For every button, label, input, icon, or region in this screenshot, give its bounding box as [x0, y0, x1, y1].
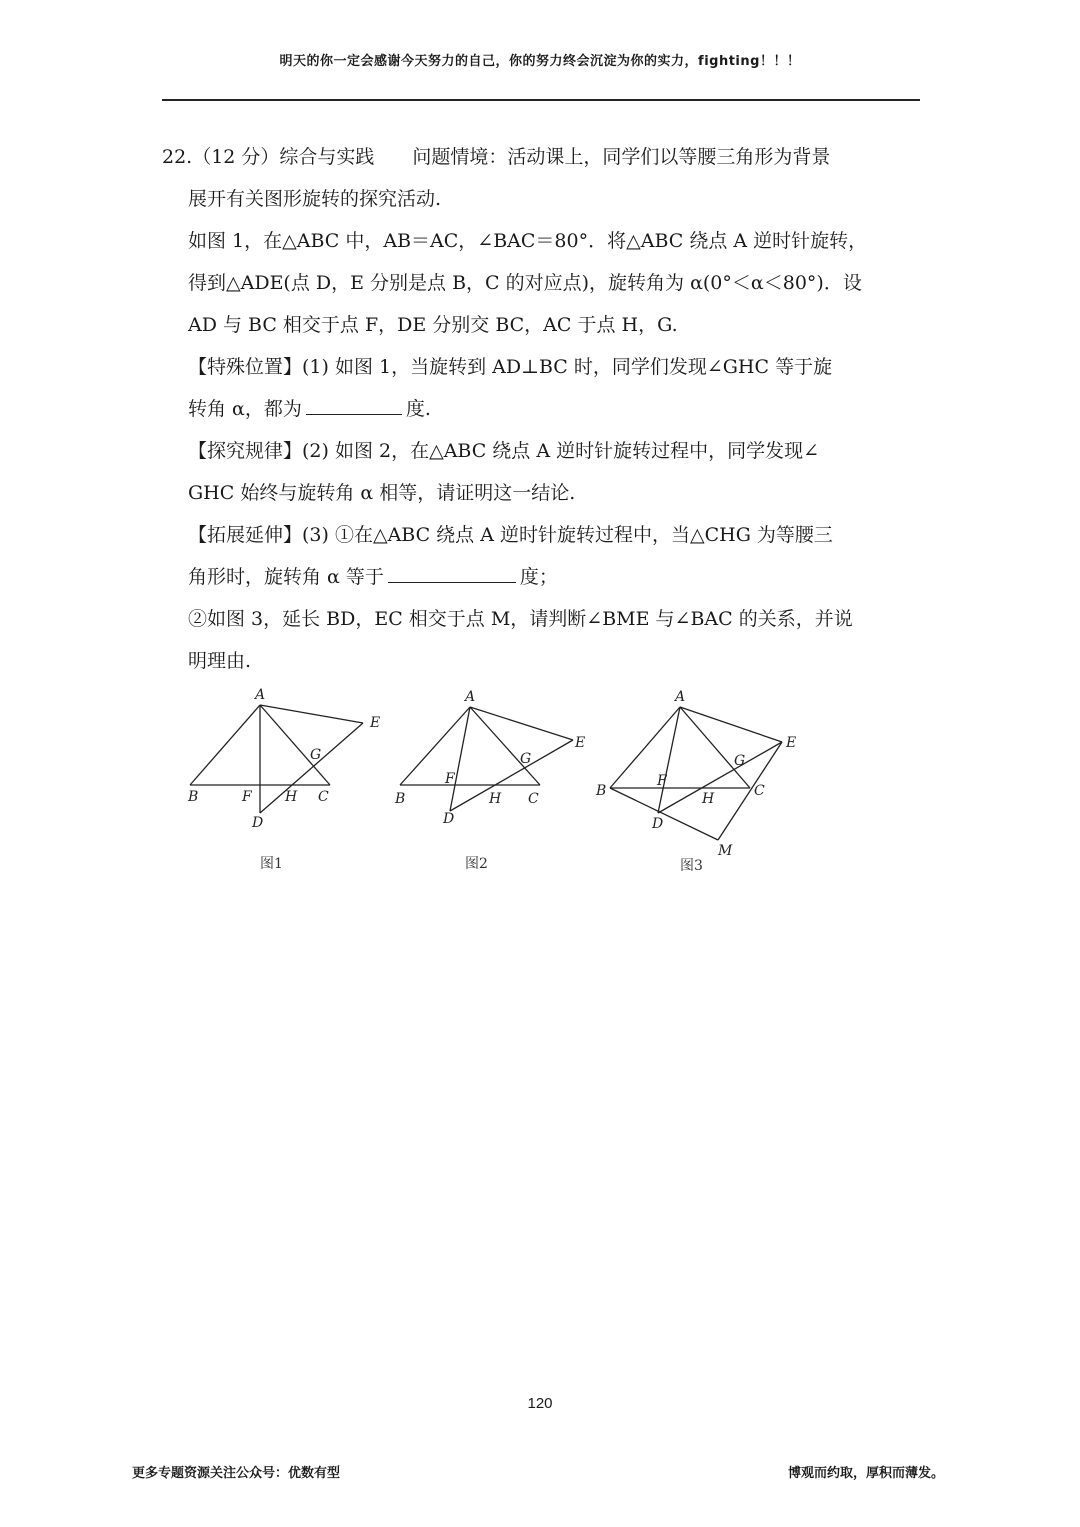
- fig1-label-d: D: [252, 815, 264, 831]
- figures-area: [180, 685, 830, 885]
- fig3-label-b: B: [596, 783, 607, 799]
- fig3-label-e: E: [786, 735, 797, 751]
- footer-right-text: 博观而约取，厚积而薄发。: [787, 1466, 944, 1481]
- question-line-11-text: 角形时，旋转角 α 等于: [188, 566, 384, 588]
- fig2-label-b: B: [395, 791, 406, 807]
- question-line-13: 明理由.: [188, 650, 252, 672]
- fig1-label-a: A: [255, 687, 266, 703]
- figure-3-caption: 图3: [680, 858, 703, 874]
- figure-2: [395, 685, 605, 845]
- fig3-label-g: G: [734, 753, 746, 769]
- fig3-label-a: A: [675, 689, 686, 705]
- question-line-7-unit: 度.: [405, 398, 431, 420]
- question-line-11: [162, 556, 922, 598]
- fig1-label-g: G: [310, 747, 322, 763]
- answer-blank-1[interactable]: [306, 392, 402, 415]
- figure-3: [596, 685, 820, 860]
- fig2-label-e: E: [575, 735, 586, 751]
- figure-1: [180, 685, 390, 845]
- question-line-12: ②如图 3，延长 BD，EC 相交于点 M，请判断∠BME 与∠BAC 的关系，并说: [188, 608, 853, 630]
- answer-blank-2[interactable]: [388, 560, 516, 583]
- question-line-5: AD 与 BC 相交于点 F，DE 分别交 BC，AC 于点 H，G.: [188, 314, 678, 336]
- figure-1-caption: 图1: [260, 856, 283, 872]
- fig1-label-e: E: [370, 715, 381, 731]
- question-line-3: 如图 1，在△ABC 中，AB＝AC，∠BAC＝80°．将△ABC 绕点 A 逆时针旋转，: [188, 230, 868, 252]
- question-line-4: 得到△ADE(点 D，E 分别是点 B，C 的对应点)，旋转角为 α(0°＜α＜80°)．设: [188, 272, 862, 294]
- fig3-label-m: M: [718, 843, 733, 859]
- figure-2-caption: 图2: [465, 856, 488, 872]
- fig3-label-d: D: [652, 816, 664, 832]
- fig1-label-f: F: [242, 789, 252, 805]
- fig2-label-g: G: [520, 751, 532, 767]
- fig1-label-b: B: [188, 789, 199, 805]
- header-motto: 明天的你一定会感谢今天努力的自己，你的努力终会沉淀为你的实力，fighting！！！: [279, 54, 801, 69]
- header-divider: [162, 99, 920, 101]
- question-line-2: 展开有关图形旋转的探究活动.: [188, 188, 442, 210]
- fig3-label-c: C: [754, 783, 765, 799]
- fig3-label-f: F: [657, 773, 667, 789]
- fig2-label-h: H: [489, 791, 502, 807]
- question-line-9: GHC 始终与旋转角 α 相等，请证明这一结论.: [188, 482, 576, 504]
- question-22: [162, 136, 922, 682]
- question-line-7-text: 转角 α，都为: [188, 398, 302, 420]
- question-line-8: 【探究规律】(2) 如图 2，在△ABC 绕点 A 逆时针旋转过程中，同学发现∠: [188, 440, 820, 462]
- question-line-1: 22.（12 分）综合与实践 问题情境：活动课上，同学们以等腰三角形为背景: [162, 146, 831, 168]
- fig3-label-h: H: [702, 791, 715, 807]
- fig2-label-c: C: [528, 791, 539, 807]
- footer-left-text: 更多专题资源关注公众号：优数有型: [132, 1466, 341, 1481]
- fig1-label-c: C: [318, 789, 329, 805]
- fig1-label-h: H: [285, 789, 298, 805]
- question-line-10: 【拓展延伸】(3) ①在△ABC 绕点 A 逆时针旋转过程中，当△CHG 为等腰三: [188, 524, 833, 546]
- question-line-7: [162, 388, 922, 430]
- fig2-label-f: F: [445, 771, 455, 787]
- fig2-label-d: D: [443, 811, 455, 827]
- question-line-11-unit: 度；: [519, 566, 558, 588]
- page-number: 120: [527, 1395, 553, 1412]
- fig2-label-a: A: [465, 689, 476, 705]
- question-line-6: 【特殊位置】(1) 如图 1，当旋转到 AD⊥BC 时，同学们发现∠GHC 等于旋: [188, 356, 833, 378]
